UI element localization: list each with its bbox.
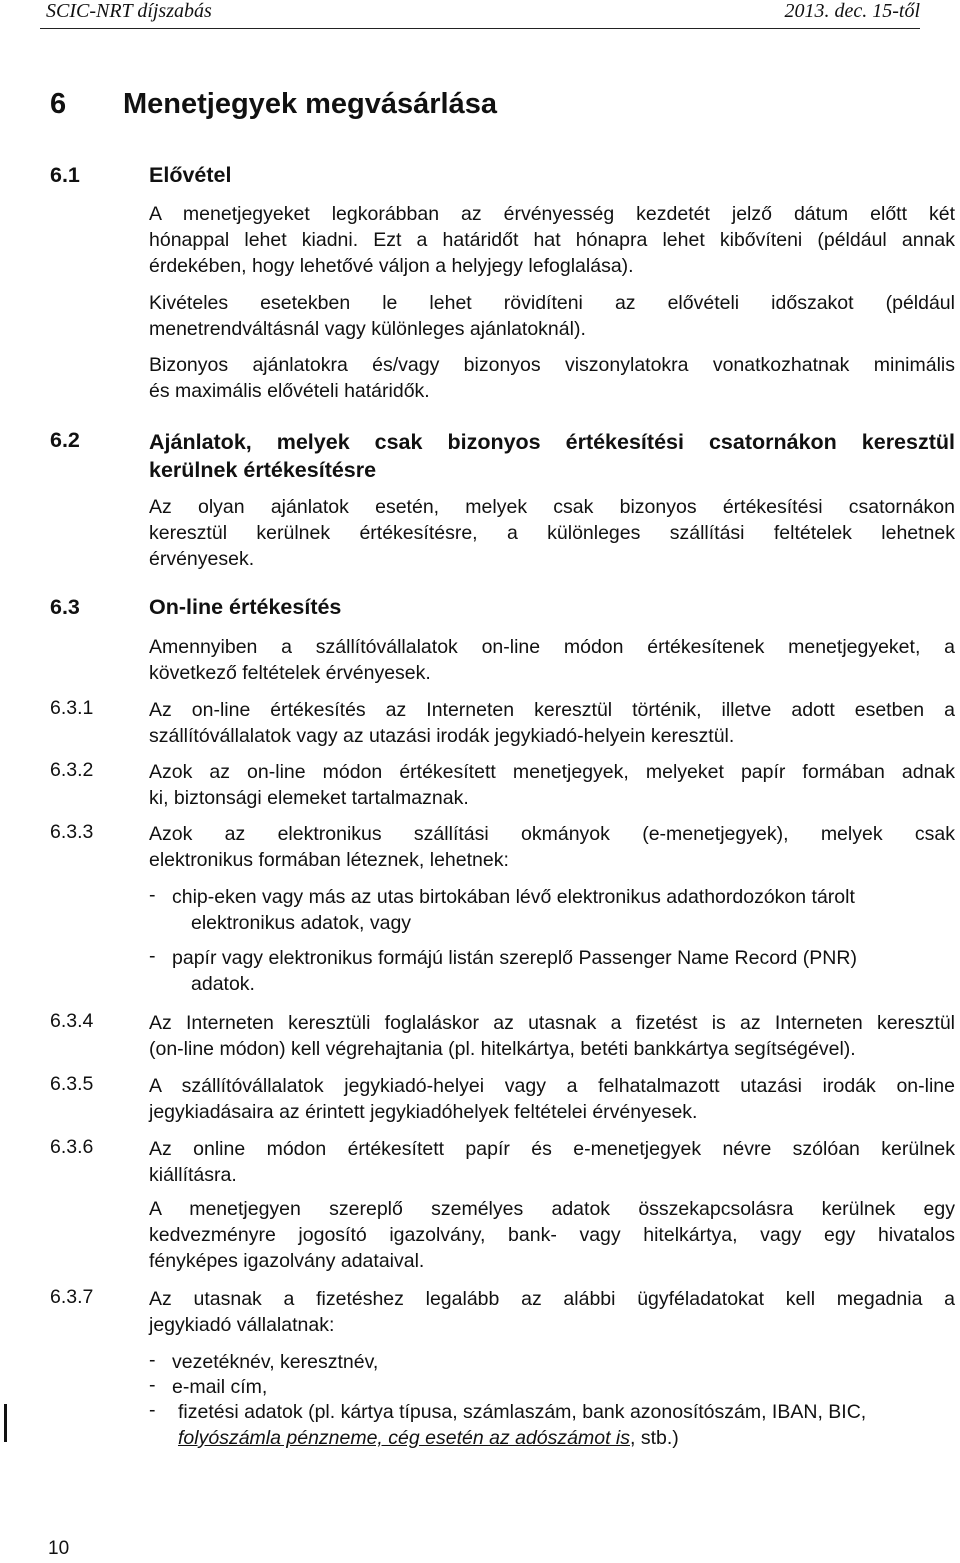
section-title-6-1: Elővétel — [149, 163, 232, 187]
list-dash: - — [149, 1374, 156, 1396]
list-item-6-3-3-1: chip-eken vagy más az utas birtokában lévő elektronikus adathordozókon tárolt elektronikus adatok, vagy — [172, 886, 855, 934]
page-header — [40, 0, 920, 29]
subsection-text-6-3-1: Az on-line értékesítés az Interneten keresztül történik, illetve adott esetben a szállítóvállalatok vagy az utazási irodák jegykiadó-helyein keresztül. — [149, 699, 955, 747]
subsection-number-6-3-3: 6.3.3 — [50, 821, 94, 843]
header-date: 2013. dec. 15-től — [784, 0, 920, 22]
list-item-6-3-7-1: vezetéknév, keresztnév, — [172, 1351, 379, 1373]
section-number-6-1: 6.1 — [50, 163, 80, 187]
paragraph-6-3: Amennyiben a szállítóvállalatok on-line módon értékesítenek menetjegyeket, a következő feltételek érvényesek. — [149, 636, 955, 684]
section-title-6-3: On-line értékesítés — [149, 595, 342, 619]
paragraph-6-1-b: Kivételes esetekben le lehet rövidíteni az elővételi időszakot (például menetrendváltásnál vagy különleges ajánlatoknál). — [149, 292, 955, 340]
subsection-text-6-3-2: Azok az on-line módon értékesített menetjegyek, melyeket papír formában adnak ki, biztonsági elemeket tartalmaznak. — [149, 761, 955, 809]
list-dash: - — [149, 1349, 156, 1371]
section-number-6-2: 6.2 — [50, 428, 80, 452]
subsection-number-6-3-2: 6.3.2 — [50, 759, 94, 781]
subsection-text-6-3-6: Az online módon értékesített papír és e-menetjegyek névre szólóan kerülnek kiállításra. — [149, 1138, 955, 1186]
subsection-number-6-3-7: 6.3.7 — [50, 1286, 94, 1308]
header-title: SCIC-NRT díjszabás — [46, 0, 212, 22]
subsection-number-6-3-6: 6.3.6 — [50, 1136, 94, 1158]
subsection-text-6-3-4: Az Interneten keresztüli foglaláskor az utasnak a fizetést is az Interneten keresztül (on-line módon) kell végrehajtania (pl. hitelkártya, betéti bankkártya segítségével). — [149, 1012, 955, 1060]
paragraph-6-1-c: Bizonyos ajánlatokra és/vagy bizonyos viszonylatokra vonatkozhatnak minimális és maximális elővételi határidők. — [149, 354, 955, 402]
paragraph-6-2: Az olyan ajánlatok esetén, melyek csak bizonyos értékesítési csatornákon keresztül kerülnek értékesítésre, a különleges szállítási feltételek lehetnek érvényesek. — [149, 496, 955, 570]
subsection-number-6-3-5: 6.3.5 — [50, 1073, 94, 1095]
subsection-number-6-3-1: 6.3.1 — [50, 697, 94, 719]
list-dash: - — [149, 884, 156, 906]
paragraph-6-3-6-b: A menetjegyen szereplő személyes adatok összekapcsolásra kerülnek egy kedvezményre jogosító igazolvány, bank- vagy hitelkártya, vagy egy hivatalos fényképes igazolvány adataival. — [149, 1198, 955, 1272]
list-item-6-3-3-2: papír vagy elektronikus formájú listán szereplő Passenger Name Record (PNR) adatok. — [172, 947, 857, 995]
chapter-number: 6 — [50, 88, 67, 120]
paragraph-6-1-a: A menetjegyeket legkorábban az érvényesség kezdetét jelző dátum előtt két hónappal lehet kiadni. Ezt a határidőt hat hónapra lehet kibővíteni (például annak érdekében, hogy lehetővé váljon a helyjegy lefoglalása). — [149, 203, 955, 277]
list-item-6-3-7-3: fizetési adatok (pl. kártya típusa, számlaszám, bank azonosítószám, IBAN, BIC, folyószámla pénzneme, cég esetén az adószámot is, stb.) — [178, 1401, 867, 1449]
subsection-text-6-3-3: Azok az elektronikus szállítási okmányok (e-menetjegyek), melyek csak elektronikus formában léteznek, lehetnek: — [149, 823, 955, 871]
change-bar — [4, 1404, 7, 1442]
section-number-6-3: 6.3 — [50, 595, 80, 619]
page-number: 10 — [48, 1538, 70, 1559]
list-dash: - — [149, 1399, 156, 1421]
section-title-6-2: Ajánlatok, melyek csak bizonyos értékesítési csatornákon keresztül kerülnek értékesítésre — [149, 430, 955, 482]
underlined-text: folyószámla pénzneme, cég esetén az adószámot is — [178, 1427, 630, 1449]
chapter-title: Menetjegyek megvásárlása — [123, 88, 497, 120]
list-dash: - — [149, 945, 156, 967]
subsection-number-6-3-4: 6.3.4 — [50, 1010, 94, 1032]
subsection-text-6-3-7: Az utasnak a fizetéshez legalább az alábbi ügyféladatokat kell megadnia a jegykiadó vállalatnak: — [149, 1288, 955, 1336]
list-item-6-3-7-2: e-mail cím, — [172, 1376, 268, 1398]
subsection-text-6-3-5: A szállítóvállalatok jegykiadó-helyei vagy a felhatalmazott utazási irodák on-line jegykiadásaira az érintett jegykiadóhelyek feltételei érvényesek. — [149, 1075, 955, 1123]
